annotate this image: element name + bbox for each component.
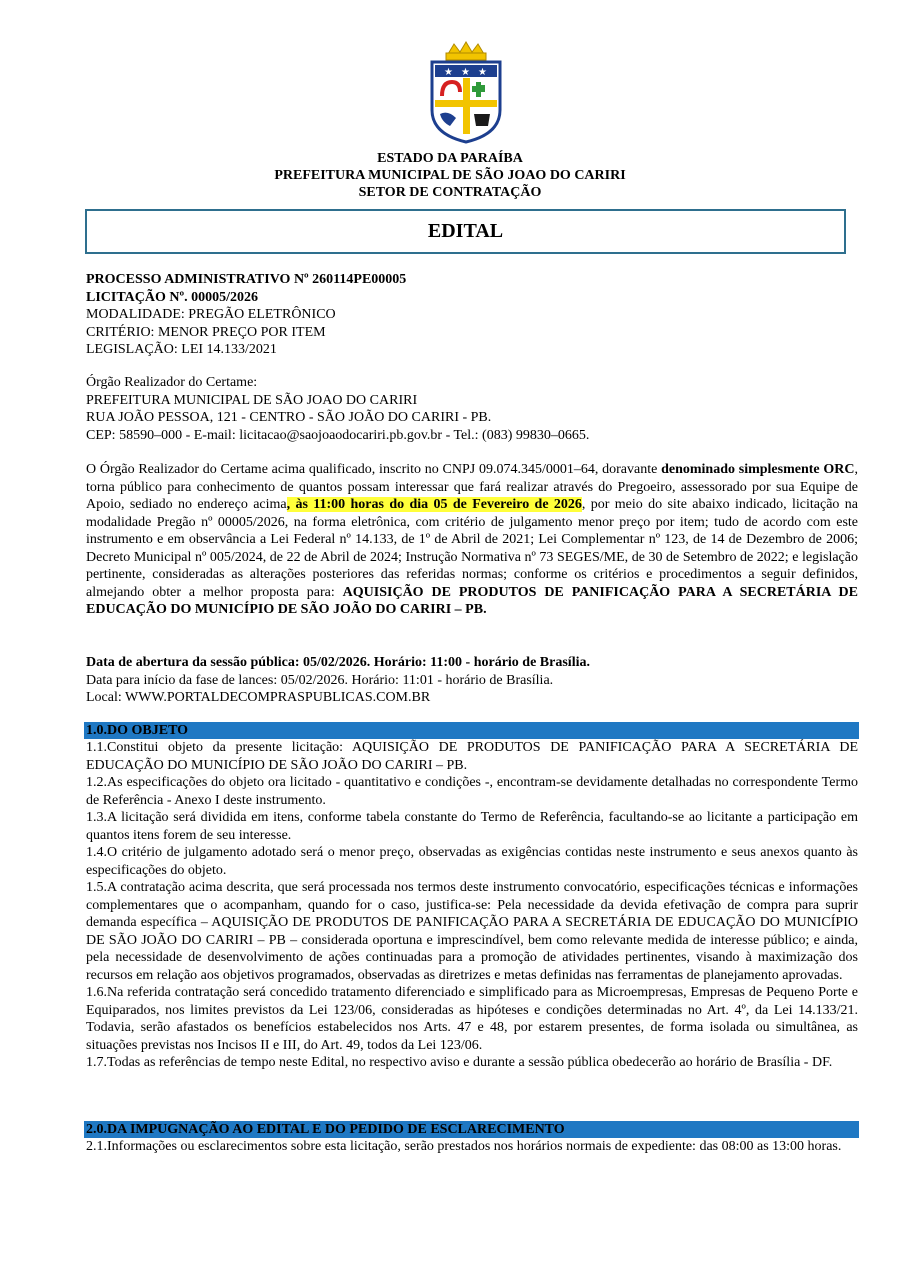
section-1-item: 1.3.A licitação será dividida em itens, conforme tabela constante do Termo de Referência, facultando-se ao licitante a participação em quantos itens forem de seu interesse. [86, 810, 858, 843]
orgao-name: PREFEITURA MUNICIPAL DE SÃO JOAO DO CARIRI [86, 392, 418, 408]
section-1-item: 1.5.A contratação acima descrita, que será processada nos termos deste instrumento convocatório, especificações técnicas e informações complementares que o acompanham, quando for o caso, justifica-se: Pela necessidade da devida efetivação de compra para suprir demanda específica – AQUISIÇÃO DE PRODUTOS DE PANIFICAÇÃO PARA A SECRETÁRIA DE EDUCAÇÃO DO MUNICÍPIO DE SÃO JOÃO DO CARIRI – PB – considerada oportuna e imprescindível, bem como relevante medida de interesse público; e ainda, pela necessidade de desenvolvimento de ações continuadas para a promoção de atividades pertinentes, visando à maximização dos recursos em relação aos objetivos programados, observadas as diretrizes e metas definidas nas ferramentas de planejamento aprovadas. [86, 880, 858, 983]
section-1-item: 1.6.Na referida contratação será concedido tratamento diferenciado e simplificado para as Microempresas, Empresas de Pequeno Porte e Equiparados, nos limites previstos da Lei 123/06, consideradas as hipóteses e condições determinadas no Art. 4º, da Lei 14.133/21. Todavia, serão afastados os benefícios estabelecidos nos Arts. 47 e 48, por estarem presentes, de forma isolada ou simultânea, as situações previstas nos Incisos II e III, do Art. 49, todos da Lei 123/06. [86, 985, 858, 1053]
section-2-heading: 2.0.DA IMPUGNAÇÃO AO EDITAL E DO PEDIDO DE ESCLARECIMENTO [84, 1121, 859, 1138]
intro-highlight: , às 11:00 horas do dia 05 de Fevereiro de 2026 [286, 497, 582, 512]
intro-object: AQUISIÇÃO DE PRODUTOS DE PANIFICAÇÃO PARA A SECRETÁRIA DE EDUCAÇÃO DO MUNICÍPIO DE SÃO JOÃO DO CARIRI – PB. [86, 584, 858, 617]
process-info [86, 271, 858, 359]
title-box [85, 209, 846, 254]
section-1-item: 1.1.Constitui objeto da presente licitação: AQUISIÇÃO DE PRODUTOS DE PANIFICAÇÃO PARA A SECRETÁRIA DE EDUCAÇÃO DO MUNICÍPIO DE SÃO JOÃO DO CARIRI – PB. [86, 740, 858, 773]
criterio: CRITÉRIO: MENOR PREÇO POR ITEM [86, 324, 326, 340]
orgao-address: RUA JOÃO PESSOA, 121 - CENTRO - SÃO JOÃO DO CARIRI - PB. [86, 410, 492, 425]
session-bidding: Data para início da fase de lances: 05/02/2026. Horário: 11:01 - horário de Brasília. [86, 672, 554, 688]
section-1-item: 1.7.Todas as referências de tempo neste Edital, no respectivo aviso e durante a sessão pública obedecerão ao horário de Brasília - DF. [86, 1055, 833, 1070]
orgao-label: Órgão Realizador do Certame: [86, 375, 258, 390]
section-1-item: 1.4.O critério de julgamento adotado será o menor preço, observadas as exigências contidas neste instrumento e seus anexos quanto às especificações do objeto. [86, 845, 858, 878]
svg-text:★: ★ [461, 67, 470, 78]
section-2-item: 2.1.Informações ou esclarecimentos sobre esta licitação, serão prestados nos horários normais de expediente: das 08:00 as 13:00 horas. [86, 1139, 842, 1154]
intro-text-2: , torna público para conhecimento de quantos possam interessar que fará realizar através do Pregoeiro, assessorado por sua Equipe de Apoio, sediado no endereço acima [86, 462, 858, 512]
session-local: Local: WWW.PORTALDECOMPRASPUBLICAS.COM.BR [86, 690, 431, 705]
header-city-hall: PREFEITURA MUNICIPAL DE SÃO JOAO DO CARIRI [274, 168, 626, 183]
intro-bold-1: denominado simplesmente ORC [661, 462, 855, 477]
orgao-contact: CEP: 58590–000 - E-mail: licitacao@saojoaodocariri.pb.gov.br - Tel.: (083) 99830–0665. [86, 427, 590, 443]
section-2-body [86, 1138, 858, 1156]
intro-paragraph [86, 461, 858, 619]
svg-text:★: ★ [478, 67, 487, 78]
page-title: EDITAL [427, 220, 504, 242]
modalidade: MODALIDADE: PREGÃO ELETRÔNICO [86, 307, 336, 322]
session-opening: Data de abertura da sessão pública: 05/02/2026. Horário: 11:00 - horário de Brasília. [86, 655, 590, 670]
process-number: PROCESSO ADMINISTRATIVO Nº 260114PE00005 [86, 272, 407, 287]
section-1-item: 1.2.As especificações do objeto ora licitado - quantitativo e condições -, encontram-se devidamente detalhadas no correspondente Termo de Referência - Anexo I deste instrumento. [86, 775, 858, 808]
session-info [86, 654, 858, 707]
legislacao: LEGISLAÇÃO: LEI 14.133/2021 [86, 342, 277, 357]
orgao-info [86, 374, 858, 444]
section-1-body [86, 739, 858, 1072]
section-1-heading: 1.0.DO OBJETO [84, 722, 859, 739]
header-state: ESTADO DA PARAÍBA [377, 151, 523, 166]
svg-text:★: ★ [444, 67, 453, 78]
intro-text-1: O Órgão Realizador do Certame acima qualificado, inscrito no CNPJ 09.074.345/0001–64, doravante [86, 462, 662, 477]
municipal-coat-of-arms-icon [428, 40, 504, 144]
licitacao-number: LICITAÇÃO Nº. 00005/2026 [86, 289, 258, 305]
header-sector: SETOR DE CONTRATAÇÃO [358, 185, 542, 200]
intro-text-3: , por meio do site abaixo indicado, licitação na modalidade Pregão nº 00005/2026, na forma eletrônica, com critério de julgamento menor preço por item; tudo de acordo com este instrumento e em observância a Lei Federal nº 14.133, de 1º de Abril de 2021; Lei Complementar nº 123, de 14 de Dezembro de 2006; Decreto Municipal nº 005/2024, de 22 de Abril de 2024; Instrução Normativa nº 73 SEGES/ME, de 30 de Setembro de 2022; e legislação pertinente, consideradas as alterações posteriores das referidas normas; conforme os critérios e procedimentos a seguir definidos, almejando obter a melhor proposta para: [86, 497, 858, 600]
